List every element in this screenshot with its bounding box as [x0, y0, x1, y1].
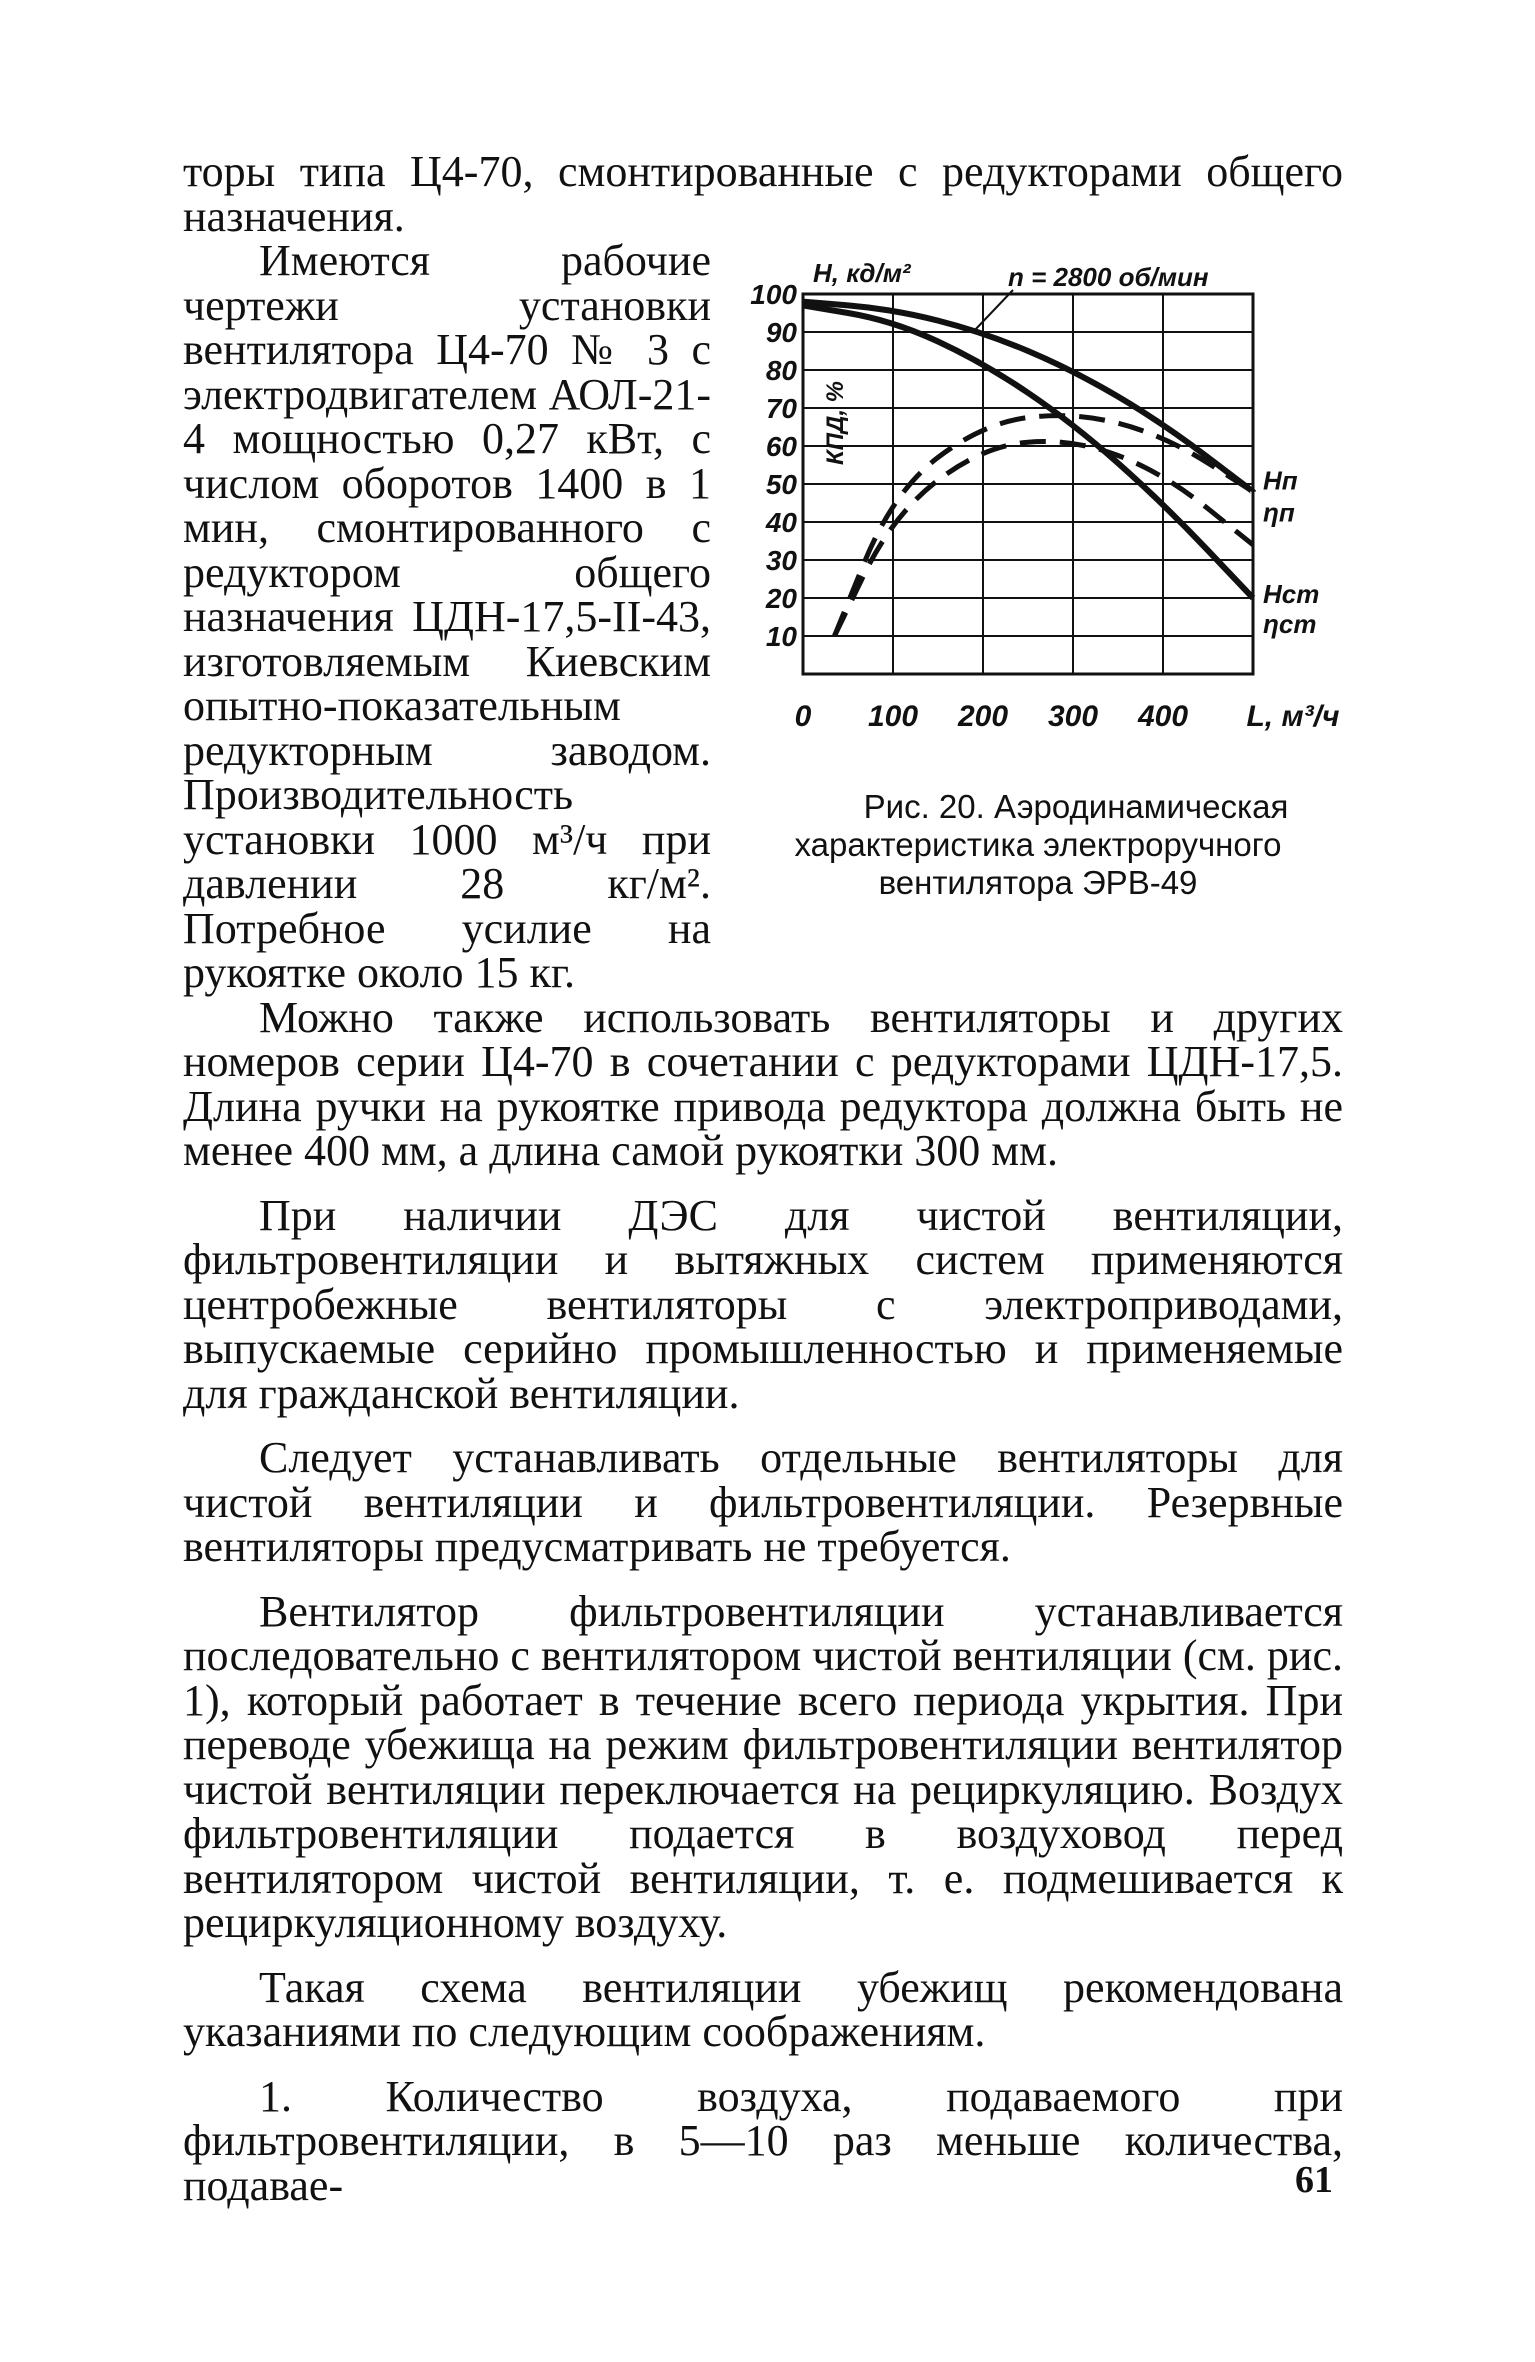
series-label-2: Hст: [1263, 579, 1320, 609]
y-tick-label: 80: [765, 355, 797, 386]
x-tick-label: 300: [1047, 700, 1099, 733]
speed-annotation: n = 2800 об/мин: [1008, 262, 1209, 292]
y-tick-label: 100: [750, 279, 797, 310]
series-line-0: [803, 302, 1253, 492]
series-label-1: ηп: [1263, 497, 1295, 528]
page-text: [183, 147, 1343, 2210]
y-tick-label: 40: [765, 507, 797, 538]
x-axis-label: L, м³/ч: [1246, 700, 1340, 733]
series-label-3: ηст: [1263, 609, 1317, 639]
paragraph-1: торы типа Ц4-70, смонтированные с редукторами общего назначения.: [183, 147, 1343, 241]
x-tick-label: 200: [957, 700, 1009, 733]
y-tick-label: 30: [765, 545, 797, 576]
page-number: 61: [1295, 2159, 1333, 2201]
paragraph-7: Такая схема вентиляции убежищ рекомендована указаниями по следующим соображениям.: [183, 1962, 1343, 2056]
y-tick-label: 20: [765, 583, 797, 614]
x-tick-label: 0: [794, 700, 812, 733]
annotation-leader: [973, 290, 1013, 332]
y-tick-label: 50: [765, 469, 797, 500]
paragraph-6: Вентилятор фильтровентиляции устанавливается последовательно с вентилятором чистой вентиляции (см. рис. 1), который работает в течение всего периода укрытия. При переводе убежища на режим фильтровентиляции вентилятор чистой вентиляции переключается на рециркуляцию. Воздух фильтровентиляции подается в воздуховод перед вентилятором чистой вентиляции, т. е. подмешивается к рециркуляционному воздуху.: [183, 1586, 1343, 1947]
y-tick-label: 10: [765, 621, 797, 652]
paragraph-5: Следует устанавливать отдельные вентиляторы для чистой вентиляции и фильтровентиляции. Резервные вентиляторы предусматривать не требуется.: [183, 1433, 1343, 1571]
secondary-y-axis-label: КПД, %: [822, 380, 849, 465]
series-line-3: [835, 442, 1254, 636]
paragraph-3: Можно также использовать вентиляторы и других номеров серии Ц4-70 в сочетании с редукторами ЦДН-17,5. Длина ручки на рукоятке привода редуктора должна быть не менее 400 мм, а длина самой рукоятки 300 мм.: [183, 992, 1343, 1175]
y-tick-label: 70: [765, 393, 797, 424]
paragraph-8: 1. Количество воздуха, подаваемого при фильтровентиляции, в 5—10 раз меньше количества, подавае-: [183, 2071, 1343, 2210]
y-axis-label: H, кд/м²: [813, 258, 911, 288]
x-tick-label: 100: [867, 700, 919, 733]
x-tick-label: 400: [1137, 700, 1189, 733]
aerodynamic-chart: [733, 239, 1343, 784]
series-label-0: Hп: [1263, 465, 1298, 496]
paragraph-2-text: Имеются рабочие чертежи установки вентилятора Ц4-70 № 3 с электродвигателем АОЛ-21-4 мощностью 0,27 кВт, с числом оборотов 1400 в 1 мин, смонтированного с редуктором общего назначения ЦДН-17,5-II-43, изготовляемым Киевским опытно-показательным редукторным заводом. Производительность установки 1000 м³/ч при давлении 28 кг/м². Потребное усилие на рукоятке около 15 кг.: [183, 236, 711, 997]
y-tick-label: 60: [765, 431, 797, 462]
figure-20: [733, 239, 1343, 902]
chart-area: [733, 239, 1343, 784]
y-tick-label: 90: [765, 317, 797, 348]
paragraph-2: [183, 236, 1343, 997]
paragraph-4: При наличии ДЭС для чистой вентиляции, фильтровентиляции и вытяжных систем применяются центробежные вентиляторы с электроприводами, выпускаемые серийно промышленностью и применяемые для гражданской вентиляции.: [183, 1190, 1343, 1418]
figure-caption: Рис. 20. Аэродинамическая характеристика электроручного вентилятора ЭРВ-49: [794, 788, 1289, 901]
series-line-1: [835, 416, 1254, 636]
